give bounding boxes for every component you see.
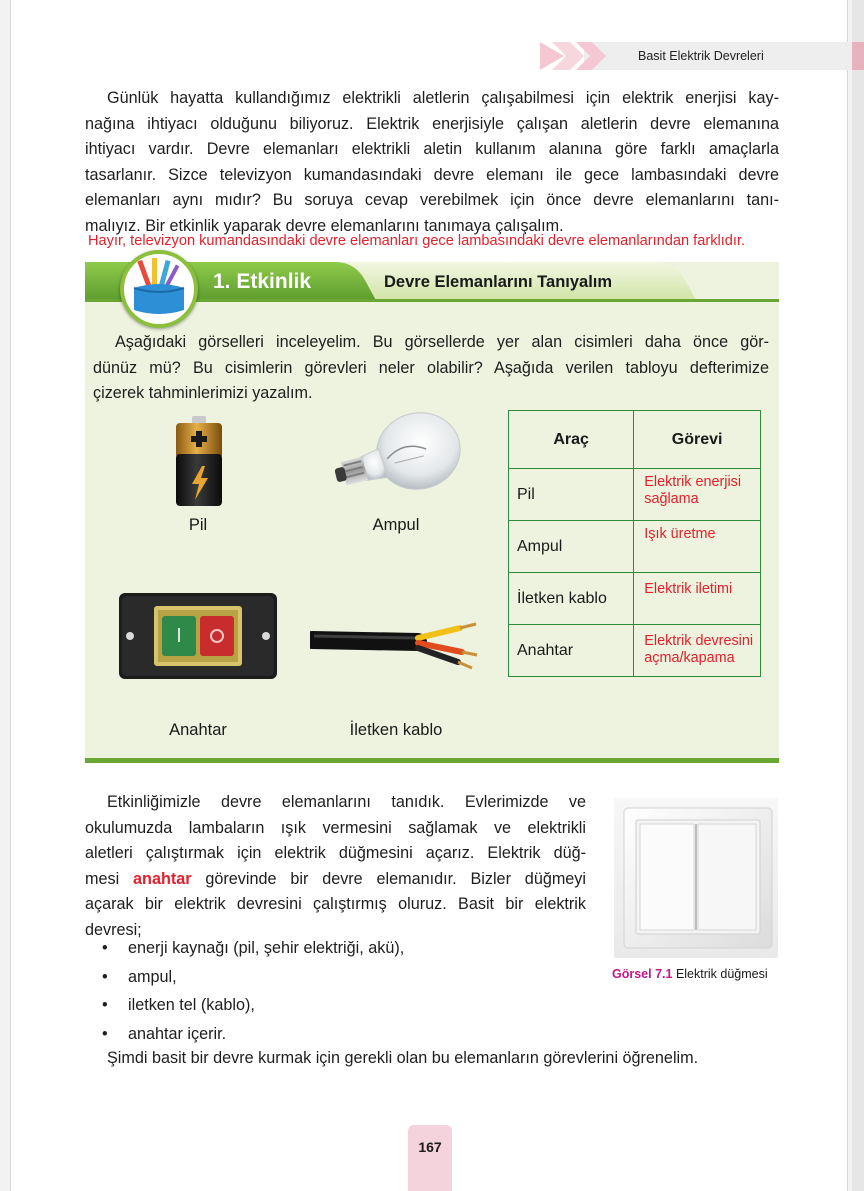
cable-image (310, 612, 480, 676)
battery-caption: Pil (188, 516, 208, 534)
body-line: aletleri çalıştırmak için elektrik düğmesini açarız. Elektrik düğ- (85, 844, 586, 862)
task-cell (634, 573, 761, 625)
bullet-icon: • (102, 996, 108, 1014)
intro-line: Günlük hayatta kullandığımız elektrikli aletlerin çalışabilmesi için elektrik enerjisi kay- (107, 89, 779, 107)
tool-cell: İletken kablo (509, 573, 634, 625)
intro-paragraph (85, 86, 779, 239)
body-line: okulumuzda lambaların ışık vermesini sağlamak ve elektrikli (85, 818, 586, 837)
figure-caption-text: Elektrik düğmesi (675, 967, 768, 981)
tools-table (508, 410, 761, 677)
page-number: 167 (418, 1139, 442, 1155)
task-line: sağlama (644, 491, 699, 507)
activity-line: dünüz mü? Bu cisimlerin görevleri neler olabilir? Aşağıda verilen tabloyu defterimize (93, 358, 769, 377)
bullet-icon: • (102, 967, 108, 986)
school-supplies-icon (120, 250, 198, 328)
intro-line: ihtiyacı vardır. Devre elemanları elektrikli aletin kullanım alanına göre farklı amaçlarla (85, 140, 779, 158)
component-list (102, 934, 404, 1048)
task-line: Elektrik enerjisi (644, 474, 742, 490)
figure-caption (612, 967, 768, 981)
light-bulb-image (328, 412, 470, 508)
section-header (540, 42, 852, 70)
bulb-caption: Ampul (372, 516, 420, 534)
task-line: Elektrik iletimi (644, 581, 733, 597)
page-number-tab (408, 1125, 452, 1191)
activity-instructions (93, 330, 769, 407)
activity-title: Devre Elemanlarını Tanıyalım (384, 273, 613, 291)
body-line: açarak bir elektrik devresini çalıştırmış oluruz. Basit bir elektrik (85, 895, 586, 913)
intro-line: nağına ihtiyacı olduğunu biliyoruz. Elektrik enerjisiyle çalışan aletlerin devre elemanına (85, 114, 779, 133)
section-title: Basit Elektrik Devreleri (638, 49, 764, 63)
list-item (102, 1020, 404, 1049)
tool-cell: Anahtar (509, 625, 634, 677)
list-item-text: ampul, (128, 967, 177, 986)
task-line: Işık üretme (644, 526, 716, 542)
list-item-text: enerji kaynağı (pil, şehir elektriği, akü), (128, 939, 405, 957)
list-item (102, 991, 404, 1020)
body-paragraph (85, 790, 586, 943)
figure-label: Görsel 7.1 (612, 967, 673, 981)
activity-number: 1. Etkinlik (213, 270, 312, 293)
bullet-icon: • (102, 939, 108, 957)
bullet-icon: • (102, 1024, 108, 1043)
table-row (509, 573, 761, 625)
task-cell (634, 521, 761, 573)
task-line: açma/kapama (644, 650, 735, 666)
task-line: Elektrik devresini (644, 633, 754, 649)
switch-caption: Anahtar (169, 721, 227, 739)
tool-cell: Pil (509, 469, 634, 521)
intro-line: tasarlanır. Sizce televizyon kumandasındaki devre elemanı ile gece lambasındaki devre (85, 165, 779, 184)
body-text: görevinde bir devre elemanıdır. Bizler düğmeyi (191, 869, 586, 888)
activity-bottom-rule (85, 758, 779, 763)
cable-caption: İletken kablo (349, 721, 443, 739)
battery-image (170, 414, 228, 510)
intro-line: elemanları aynı mıdır? Bu soruya cevap verebilmek için önce devre elemanlarını tanı- (85, 191, 779, 209)
body-line: devresi; (85, 920, 142, 939)
table-row (509, 521, 761, 573)
body-text: mesi (85, 869, 134, 888)
handwritten-answer: Hayır, televizyon kumandasındaki devre elemanları gece lambasındaki devre elemanlarından farklıdır. (88, 233, 746, 249)
body-line (85, 867, 586, 893)
closing-line: Şimdi basit bir devre kurmak için gerekli olan bu elemanların görevlerini öğrenelim. (107, 1049, 699, 1067)
task-cell (634, 469, 761, 521)
list-item (102, 963, 404, 992)
list-item-text: iletken tel (kablo), (128, 996, 255, 1014)
table-row (509, 625, 761, 677)
light-switch-photo (614, 798, 778, 958)
column-header-task: Görevi (634, 411, 761, 469)
task-cell (634, 625, 761, 677)
intro-line: malıyız. Bir etkinlik yaparak devre elemanlarını tanımaya çalışalım. (85, 216, 564, 235)
keyword-anahtar: anahtar (133, 869, 192, 888)
table-header-row (509, 411, 761, 469)
tool-cell: Ampul (509, 521, 634, 573)
light-switch-drawing (614, 798, 778, 958)
table-row (509, 469, 761, 521)
activity-line: çizerek tahminlerimizi yazalım. (93, 384, 313, 402)
switch-image (118, 592, 278, 680)
list-item-text: anahtar içerir. (128, 1024, 227, 1043)
list-item (102, 934, 404, 963)
page-edge-tab (852, 42, 864, 70)
closing-paragraph (107, 1046, 779, 1072)
pencil-case-icon (124, 254, 194, 324)
body-line: Etkinliğimizle devre elemanlarını tanıdık. Evlerimizde ve (107, 793, 586, 811)
page-edge (852, 0, 864, 1191)
activity-line: Aşağıdaki görselleri inceleyelim. Bu görsellerde yer alan cisimleri daha önce gör- (115, 333, 769, 351)
column-header-tool: Araç (509, 411, 634, 469)
